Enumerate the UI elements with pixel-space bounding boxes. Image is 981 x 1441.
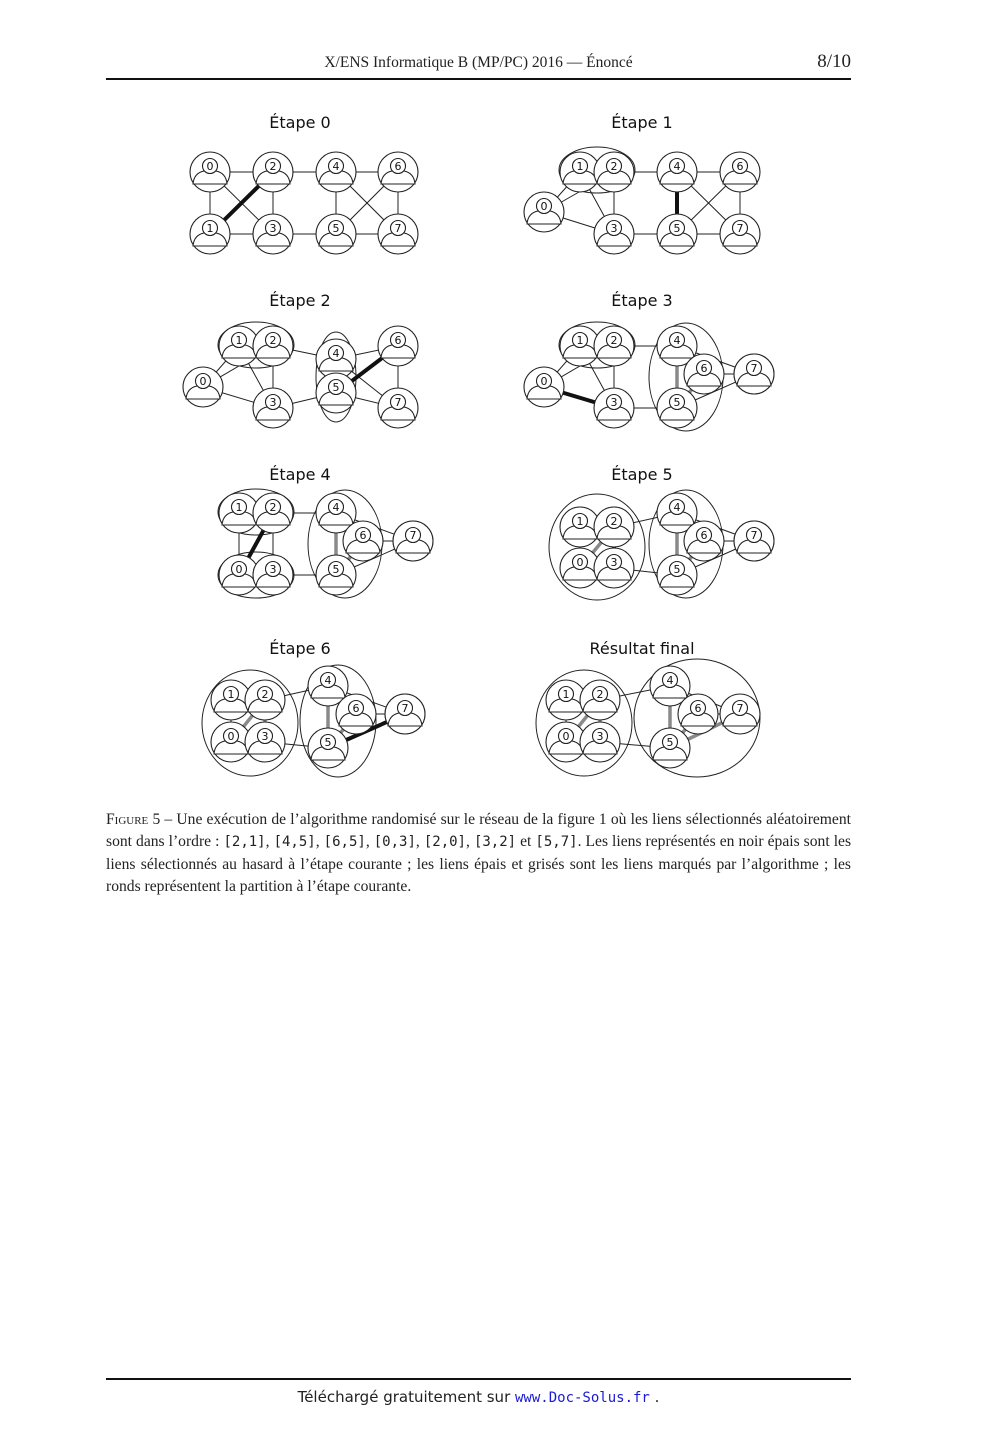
- node-label: 7: [750, 529, 758, 542]
- user-node-icon: [378, 214, 418, 254]
- user-node-icon: [594, 507, 634, 547]
- partition-group: [536, 670, 632, 776]
- node-label: 1: [206, 222, 214, 235]
- node-label: 2: [261, 688, 269, 701]
- node-label: 0: [562, 730, 570, 743]
- node-label: 3: [269, 563, 277, 576]
- user-node-icon: [183, 367, 223, 407]
- node-label: 3: [596, 730, 604, 743]
- node-label: 6: [394, 160, 402, 173]
- node-label: 1: [576, 160, 584, 173]
- user-node-icon: [190, 152, 230, 192]
- caption-link: [3,2]: [473, 834, 517, 851]
- node-label: 7: [736, 222, 744, 235]
- node-label: 4: [332, 160, 340, 173]
- user-node-icon: [245, 722, 285, 762]
- user-node-icon: [594, 152, 634, 192]
- figure-panel: [183, 291, 418, 428]
- user-node-icon: [316, 214, 356, 254]
- user-node-icon: [594, 326, 634, 366]
- node-label: 3: [269, 396, 277, 409]
- caption-separator: ,: [415, 833, 424, 851]
- user-node-icon: [580, 722, 620, 762]
- node-label: 4: [673, 501, 681, 514]
- node-label: 5: [666, 736, 674, 749]
- caption-separator: ,: [466, 833, 474, 851]
- figure-panel: [218, 465, 433, 598]
- figure-panel: [524, 291, 774, 431]
- user-node-icon: [720, 152, 760, 192]
- figure-panel: [536, 639, 760, 777]
- node-label: 2: [610, 334, 618, 347]
- page-footer: [106, 1388, 851, 1406]
- caption-link: [2,0]: [423, 834, 466, 851]
- user-node-icon: [190, 214, 230, 254]
- node-label: 7: [394, 396, 402, 409]
- node-label: 0: [206, 160, 214, 173]
- footer-link[interactable]: www.Doc-Solus.fr: [515, 1390, 650, 1406]
- caption-label: Figure 5: [106, 811, 161, 828]
- panel-title: Résultat final: [589, 639, 695, 658]
- node-label: 6: [394, 334, 402, 347]
- node-label: 0: [540, 200, 548, 213]
- page-number: 8/10: [817, 51, 851, 72]
- node-label: 5: [332, 222, 340, 235]
- user-node-icon: [657, 388, 697, 428]
- user-node-icon: [657, 152, 697, 192]
- user-node-icon: [385, 694, 425, 734]
- node-label: 4: [332, 501, 340, 514]
- footer-suffix: .: [649, 1388, 660, 1406]
- footer-prefix: Téléchargé gratuitement sur: [297, 1388, 515, 1406]
- node-label: 4: [666, 674, 674, 687]
- user-node-icon: [343, 521, 383, 561]
- node-label: 5: [332, 563, 340, 576]
- node-label: 5: [673, 563, 681, 576]
- node-label: 6: [352, 702, 360, 715]
- node-label: 6: [736, 160, 744, 173]
- caption-separator: ,: [315, 833, 324, 851]
- node-label: 3: [610, 222, 618, 235]
- user-node-icon: [253, 214, 293, 254]
- node-label: 5: [673, 396, 681, 409]
- node-label: 1: [235, 501, 243, 514]
- node-label: 6: [700, 362, 708, 375]
- node-label: 0: [235, 563, 243, 576]
- user-node-icon: [734, 521, 774, 561]
- user-node-icon: [316, 152, 356, 192]
- panel-title: Étape 4: [269, 465, 331, 484]
- header-title: X/ENS Informatique B (MP/PC) 2016 — Énoncé: [324, 54, 633, 71]
- panel-title: Étape 6: [269, 639, 331, 658]
- page-header: [106, 52, 851, 80]
- node-label: 0: [227, 730, 235, 743]
- node-label: 7: [736, 702, 744, 715]
- user-node-icon: [657, 555, 697, 595]
- user-node-icon: [253, 152, 293, 192]
- node-label: 2: [596, 688, 604, 701]
- node-label: 2: [269, 501, 277, 514]
- user-node-icon: [720, 214, 760, 254]
- panel-title: Étape 2: [269, 291, 331, 310]
- node-label: 1: [576, 515, 584, 528]
- user-node-icon: [378, 388, 418, 428]
- caption-and: et: [516, 833, 536, 851]
- node-label: 3: [610, 396, 618, 409]
- node-label: 5: [324, 736, 332, 749]
- user-node-icon: [684, 354, 724, 394]
- node-label: 6: [694, 702, 702, 715]
- user-node-icon: [253, 388, 293, 428]
- user-node-icon: [524, 367, 564, 407]
- node-label: 5: [332, 381, 340, 394]
- user-node-icon: [253, 555, 293, 595]
- node-label: 4: [324, 674, 332, 687]
- user-node-icon: [684, 521, 724, 561]
- node-label: 1: [562, 688, 570, 701]
- figure-panel: [202, 639, 425, 777]
- node-label: 0: [199, 375, 207, 388]
- node-label: 1: [576, 334, 584, 347]
- user-node-icon: [393, 521, 433, 561]
- node-label: 4: [673, 160, 681, 173]
- caption-separator: ,: [365, 833, 374, 851]
- user-node-icon: [245, 680, 285, 720]
- caption-link: [2,1]: [223, 834, 266, 851]
- user-node-icon: [253, 493, 293, 533]
- panel-title: Étape 1: [611, 113, 673, 132]
- footer-rule: [106, 1378, 851, 1380]
- user-node-icon: [308, 728, 348, 768]
- figure-panel: [524, 113, 760, 254]
- node-label: 4: [332, 347, 340, 360]
- panel-title: Étape 3: [611, 291, 673, 310]
- user-node-icon: [378, 152, 418, 192]
- node-label: 2: [269, 160, 277, 173]
- node-label: 2: [610, 160, 618, 173]
- user-node-icon: [720, 694, 760, 734]
- node-label: 7: [394, 222, 402, 235]
- node-label: 7: [401, 702, 409, 715]
- panel-title: Étape 5: [611, 465, 673, 484]
- caption-text-1: – Une exécution de l’algorithme randomisé sur le réseau de la figure 1 où les liens sélectionnés aléatoirement sont dans l’ordre :: [106, 811, 851, 851]
- caption-separator: ,: [265, 833, 274, 851]
- user-node-icon: [336, 694, 376, 734]
- node-label: 6: [359, 529, 367, 542]
- figure-caption: [106, 809, 851, 899]
- node-label: 7: [750, 362, 758, 375]
- user-node-icon: [580, 680, 620, 720]
- caption-text-2: . Les liens représentés en noir épais sont les liens sélectionnés au hasard à l’étape courante ; les liens épais et grisés sont les liens marqués par l’algorithme ; les ronds représentent la partition à l’étape courante.: [106, 833, 852, 896]
- node-label: 0: [540, 375, 548, 388]
- figure-panel: [549, 465, 774, 600]
- figure-panel: [190, 113, 418, 254]
- user-node-icon: [678, 694, 718, 734]
- user-node-icon: [378, 326, 418, 366]
- user-node-icon: [316, 373, 356, 413]
- caption-link: [0,3]: [373, 834, 416, 851]
- user-node-icon: [594, 214, 634, 254]
- user-node-icon: [594, 548, 634, 588]
- caption-link: [5,7]: [535, 834, 578, 851]
- node-label: 2: [269, 334, 277, 347]
- node-label: 1: [227, 688, 235, 701]
- user-node-icon: [316, 555, 356, 595]
- node-label: 3: [610, 556, 618, 569]
- user-node-icon: [253, 326, 293, 366]
- node-label: 6: [700, 529, 708, 542]
- panel-title: Étape 0: [269, 113, 331, 132]
- caption-link: [4,5]: [273, 834, 316, 851]
- user-node-icon: [650, 728, 690, 768]
- node-label: 3: [261, 730, 269, 743]
- caption-link: [6,5]: [323, 834, 366, 851]
- node-label: 0: [576, 556, 584, 569]
- node-label: 7: [409, 529, 417, 542]
- node-label: 3: [269, 222, 277, 235]
- figure-graph-steps: [0, 100, 981, 790]
- node-label: 5: [673, 222, 681, 235]
- node-label: 1: [235, 334, 243, 347]
- user-node-icon: [657, 214, 697, 254]
- node-label: 4: [673, 334, 681, 347]
- user-node-icon: [594, 388, 634, 428]
- node-label: 2: [610, 515, 618, 528]
- user-node-icon: [734, 354, 774, 394]
- user-node-icon: [524, 192, 564, 232]
